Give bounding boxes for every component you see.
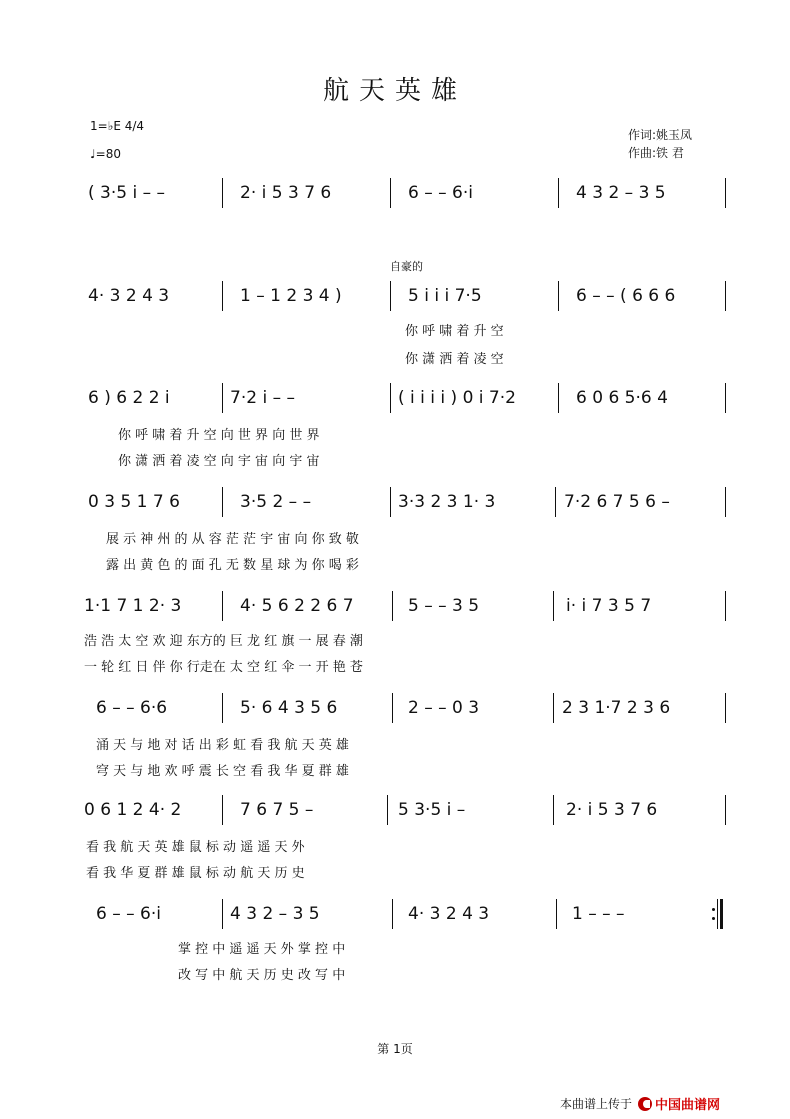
score-system-1 <box>0 175 790 211</box>
measure: 1 – – – <box>572 904 625 924</box>
repeat-end-sign <box>712 899 724 929</box>
barline <box>555 487 556 517</box>
lyric-line-1: 你 呼 啸 着 升 空 <box>405 324 504 339</box>
lyric-line-1: 展 示 神 州 的 从 容 茫 茫 宇 宙 向 你 致 敬 <box>106 532 359 547</box>
measure: 7 6 7 5 – <box>240 800 314 820</box>
measure: 2· i 5 3 7 6 <box>566 800 658 820</box>
barline <box>387 795 388 825</box>
barline <box>725 487 726 517</box>
measure: 4 3 2 – 3 5 <box>230 904 320 924</box>
barline <box>392 591 393 621</box>
lyric-line-2: 你 潇 洒 着 凌 空 <box>405 352 504 367</box>
lyric-line-2: 一 轮 红 日 伴 你 行走在 太 空 红 伞 一 开 艳 苍 <box>84 660 363 675</box>
measure: ( 3·5 i – – <box>88 183 166 203</box>
barline <box>390 383 391 413</box>
measure: 6 ) 6 2 2 i <box>88 388 170 408</box>
upload-text: 本曲谱上传于 <box>560 1097 633 1111</box>
lyric-line-2: 穹 天 与 地 欢 呼 震 长 空 看 我 华 夏 群 雄 <box>96 764 349 779</box>
key-signature: 1=♭E 4/4 <box>90 119 145 133</box>
lyric-line-1: 看 我 航 天 英 雄 鼠 标 动 遥 遥 天 外 <box>86 840 305 855</box>
measure: 4· 3 2 4 3 <box>88 286 170 306</box>
measure: 2· i 5 3 7 6 <box>240 183 332 203</box>
barline <box>222 693 223 723</box>
measure: 3·5 2 – – <box>240 492 312 512</box>
barline <box>392 693 393 723</box>
barline <box>725 281 726 311</box>
score-system-7 <box>0 792 790 828</box>
measure: 3·3 2 3 1· 3 <box>398 492 496 512</box>
barline <box>725 795 726 825</box>
tempo-marking: ♩=80 <box>90 147 121 161</box>
barline <box>558 281 559 311</box>
lyric-line-1: 浩 浩 太 空 欢 迎 东方的 巨 龙 红 旗 一 展 春 潮 <box>84 634 363 649</box>
composer: 作曲:铁 君 <box>628 146 684 160</box>
measure: 5· 6 4 3 5 6 <box>240 698 338 718</box>
lyric-line-1: 掌 控 中 遥 遥 天 外 掌 控 中 <box>178 942 346 957</box>
measure: 0 3 5 1 7 6 <box>88 492 180 512</box>
measure: i· i 7 3 5 7 <box>566 596 652 616</box>
measure: 6 – – 6·i <box>96 904 161 924</box>
measure: 5 – – 3 5 <box>408 596 480 616</box>
measure: 6 – – 6·i <box>408 183 473 203</box>
measure: 5 3·5 i – <box>398 800 466 820</box>
barline <box>222 795 223 825</box>
lyric-line-1: 你 呼 啸 着 升 空 向 世 界 向 世 界 <box>118 428 320 443</box>
barline <box>556 899 557 929</box>
lyric-line-1: 涌 天 与 地 对 话 出 彩 虹 看 我 航 天 英 雄 <box>96 738 349 753</box>
barline <box>222 383 223 413</box>
barline <box>222 178 223 208</box>
measure: 5 i i i 7·5 <box>408 286 482 306</box>
barline <box>553 795 554 825</box>
logo-icon <box>638 1097 652 1111</box>
barline <box>725 383 726 413</box>
barline <box>558 178 559 208</box>
barline <box>390 487 391 517</box>
measure: 4· 5 6 2 2 6 7 <box>240 596 354 616</box>
barline <box>725 178 726 208</box>
score-system-3 <box>0 380 790 416</box>
measure: ( i i i i ) 0 i 7·2 <box>398 388 516 408</box>
measure: 7·2 i – – <box>230 388 295 408</box>
score-system-6 <box>0 690 790 726</box>
song-title: 航天英雄 <box>322 76 467 106</box>
measure: 6 0 6 5·6 4 <box>576 388 668 408</box>
measure: 6 – – ( 6 6 6 <box>576 286 676 306</box>
measure: 6 – – 6·6 <box>96 698 168 718</box>
lyric-line-2: 改 写 中 航 天 历 史 改 写 中 <box>178 968 346 983</box>
measure: 2 3 1·7 2 3 6 <box>562 698 671 718</box>
barline <box>558 383 559 413</box>
barline <box>553 591 554 621</box>
lyric-line-2: 看 我 华 夏 群 雄 鼠 标 动 航 天 历 史 <box>86 866 305 881</box>
barline <box>222 281 223 311</box>
measure: 2 – – 0 3 <box>408 698 480 718</box>
barline <box>390 281 391 311</box>
expression-cue: 自豪的 <box>390 260 423 273</box>
score-system-4 <box>0 484 790 520</box>
site-logo[interactable] <box>638 1094 720 1113</box>
measure: 7·2 6 7 5 6 – <box>564 492 670 512</box>
barline <box>390 178 391 208</box>
measure: 4· 3 2 4 3 <box>408 904 490 924</box>
lyric-line-2: 露 出 黄 色 的 面 孔 无 数 星 球 为 你 喝 彩 <box>106 558 359 573</box>
measure: 1 – 1 2 3 4 ) <box>240 286 342 306</box>
score-system-2 <box>0 278 790 314</box>
measure: 1·1 7 1 2· 3 <box>84 596 182 616</box>
barline <box>222 487 223 517</box>
barline <box>553 693 554 723</box>
score-system-5 <box>0 588 790 624</box>
page-number: 第 1页 <box>377 1042 413 1056</box>
source-footer <box>560 1094 720 1113</box>
measure: 4 3 2 – 3 5 <box>576 183 666 203</box>
barline <box>222 899 223 929</box>
barline <box>222 591 223 621</box>
barline <box>725 693 726 723</box>
measure: 0 6 1 2 4· 2 <box>84 800 182 820</box>
credits <box>628 126 692 162</box>
barline <box>725 591 726 621</box>
lyricist: 作词:姚玉凤 <box>628 128 693 142</box>
score-system-8 <box>0 896 790 932</box>
logo-text: 中国曲谱网 <box>655 1098 721 1113</box>
barline <box>392 899 393 929</box>
lyric-line-2: 你 潇 洒 着 凌 空 向 宇 宙 向 宇 宙 <box>118 454 320 469</box>
